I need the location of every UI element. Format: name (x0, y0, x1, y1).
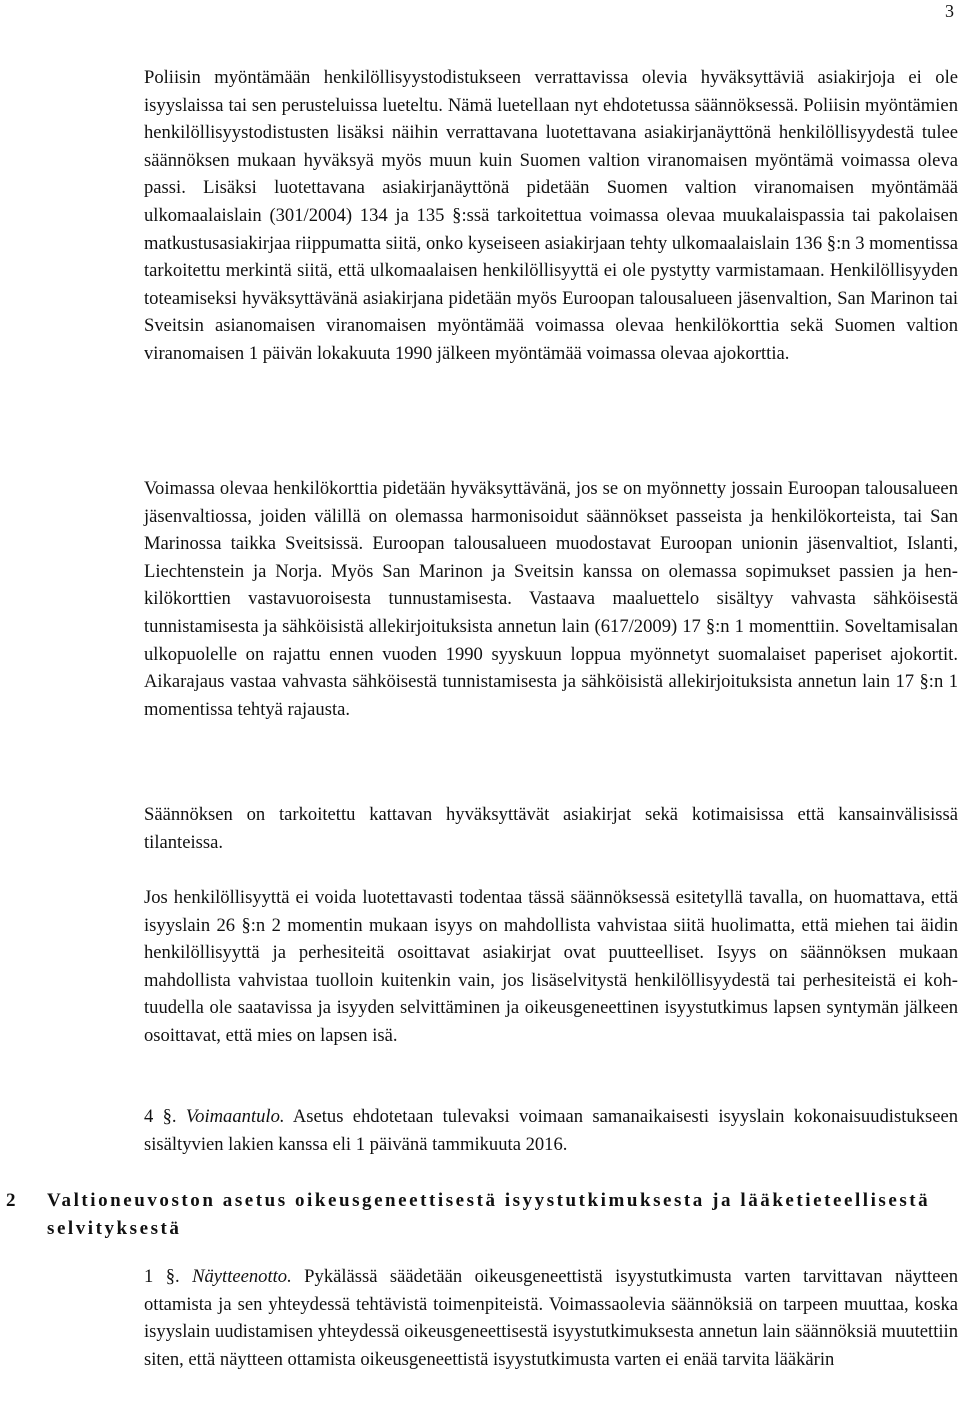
paragraph-scope: Säännöksen on tarkoitettu kattavan hyväksyttävät asiakirjat sekä kotimaisissa että kansainvälisissä tilanteissa. (144, 804, 958, 853)
section-4-text: Asetus ehdotetaan tulevaksi voimaan samanaikaisesti isyyslain kokonaisuudistukseen sisältyvien lakien kanssa eli 1 päivänä tammikuuta 2016. (144, 1106, 958, 1155)
paragraph-unverified-identity: Jos henkilöllisyyttä ei voida luotettavasti todentaa tässä säännöksessä esitetyllä tavalla, on huomattava, että isyyslain 26 §:n 2 momentin mukaan isyys on mahdollista vahvistaa siitä huolimatta, että miehen tai äidin henkilöllisyyttä ja perhesiteitä osoittavat asiakirjat ovat puutteelliset. Isyys on säännöksen mukaan mahdollista vahvistaa tuolloin kuitenkin vain, jos lisäselvitystä henkilöllisyydestä tai perhesiteistä ei kohtuudella ole saatavissa ja isyyden selvittäminen ja oikeusgeneettinen isyystutkimus lapsen syntymän jälkeen osoittavat, että mies on lapsen isä. (144, 887, 958, 1046)
section-4-number: 4 §. (144, 1106, 177, 1127)
section-1-title: Näytteenotto. (192, 1266, 292, 1287)
chapter-title: Valtioneuvoston asetus oikeusgeneettisestä isyystutkimuksesta ja lääketieteellisestä selvityksestä (47, 1190, 931, 1239)
section-4-title: Voimaantulo. (185, 1106, 285, 1127)
chapter-number: 2 (6, 1190, 16, 1211)
section-1-number: 1 §. (144, 1266, 180, 1287)
paragraph-identity-documents: Poliisin myöntämään henkilöllisyystodistukseen verrattavissa olevia hyväksyttäviä asiakirjoja ei ole isyyslaissa tai sen perusteluissa lueteltu. Nämä luetellaan nyt ehdotetussa säännöksessä. Poliisin myöntämien henkilöllisyystodistusten lisäksi näihin verrattavana luotettavana asiakirjanäyttönä henkilöllisyydestä tulee säännöksen mukaan hyväksyä myös muun kuin Suomen valtion viranomaisen myöntämä voimassa oleva passi. Lisäksi luotettavana asiakirjanäyttönä pidetään Suomen valtion viranomaisen myöntämää ulkomaalaislain (301/2004) 134 ja 135 §:ssä tarkoitettua voimassa olevaa muukalaispassia tai pakolaisen matkustusasiakirjaa riippumatta siitä, onko kyseiseen asiakirjaan tehty ulkomaalaislain 136 §:n 3 momentissa tarkoitettu merkintä siitä, että ulkomaalaisen henkilöllisyyttä ei ole pystytty varmistamaan. Henkilöllisyyden toteamiseksi hyväksyttävänä asiakirjana pidetään myös Euroopan talousalueen jäsenvaltion, San Marinon tai Sveitsin asianomaisen viranomaisen myöntämää voimassa olevaa henkilökorttia sekä Suomen valtion viranomaisen 1 päivän lokakuuta 1990 jälkeen myöntämää voimassa olevaa ajokorttia. (144, 67, 958, 364)
page-number: 3 (945, 1, 954, 21)
paragraph-identity-card: Voimassa olevaa henkilökorttia pidetään hyväksyttävänä, jos se on myönnetty jossain Euroopan talousalueen jäsenvaltiossa, joiden välillä on olemassa harmonisoidut säännökset passeista ja henkilökorteista, tai San Marinossa taikka Sveitsissä. Euroopan talousalueen muodostavat Euroopan unionin jäsenvaltiot, Islanti, Liechtenstein ja Norja. Myös San Marinon ja Sveitsin kanssa on olemassa sopimukset passien ja henkilökorttien vastavuoroisesta tunnustamisesta. Vastaava maaluettelo sisältyy vahvasta sähköisestä tunnistamisesta ja sähköisistä allekirjoituksista annetun lain (617/2009) 17 §:n 1 momenttiin. Soveltamisalan ulkopuolelle on rajattu ennen vuoden 1990 syyskuun loppua myönnetyt suomalaiset paperiset ajokortit. Aikarajaus vastaa vahvasta sähköisestä tunnistamisesta ja sähköisistä allekirjoituksista annetun lain 17 §:n 1 momentissa tehtyä rajausta. (144, 478, 958, 720)
section-1-text: Pykälässä säädetään oikeusgeneettistä isyystutkimusta varten tarvittavan näytteen ottamista ja sen yhteydessä tehtävistä toimenpiteistä. Voimassaolevia säännöksiä on tarpeen muuttaa, koska isyyslain uudistamisen yhteydessä oikeusgeneettisestä isyystutkimuksesta annetun lain säännöksiä muutettiin siten, että näytteen ottamista oikeusgeneettistä isyystutkimusta varten ei enää tarvita lääkärin (144, 1266, 958, 1370)
section-1-paragraph (144, 1263, 958, 1373)
chapter-heading (6, 1187, 956, 1243)
section-4-paragraph (144, 1103, 958, 1158)
